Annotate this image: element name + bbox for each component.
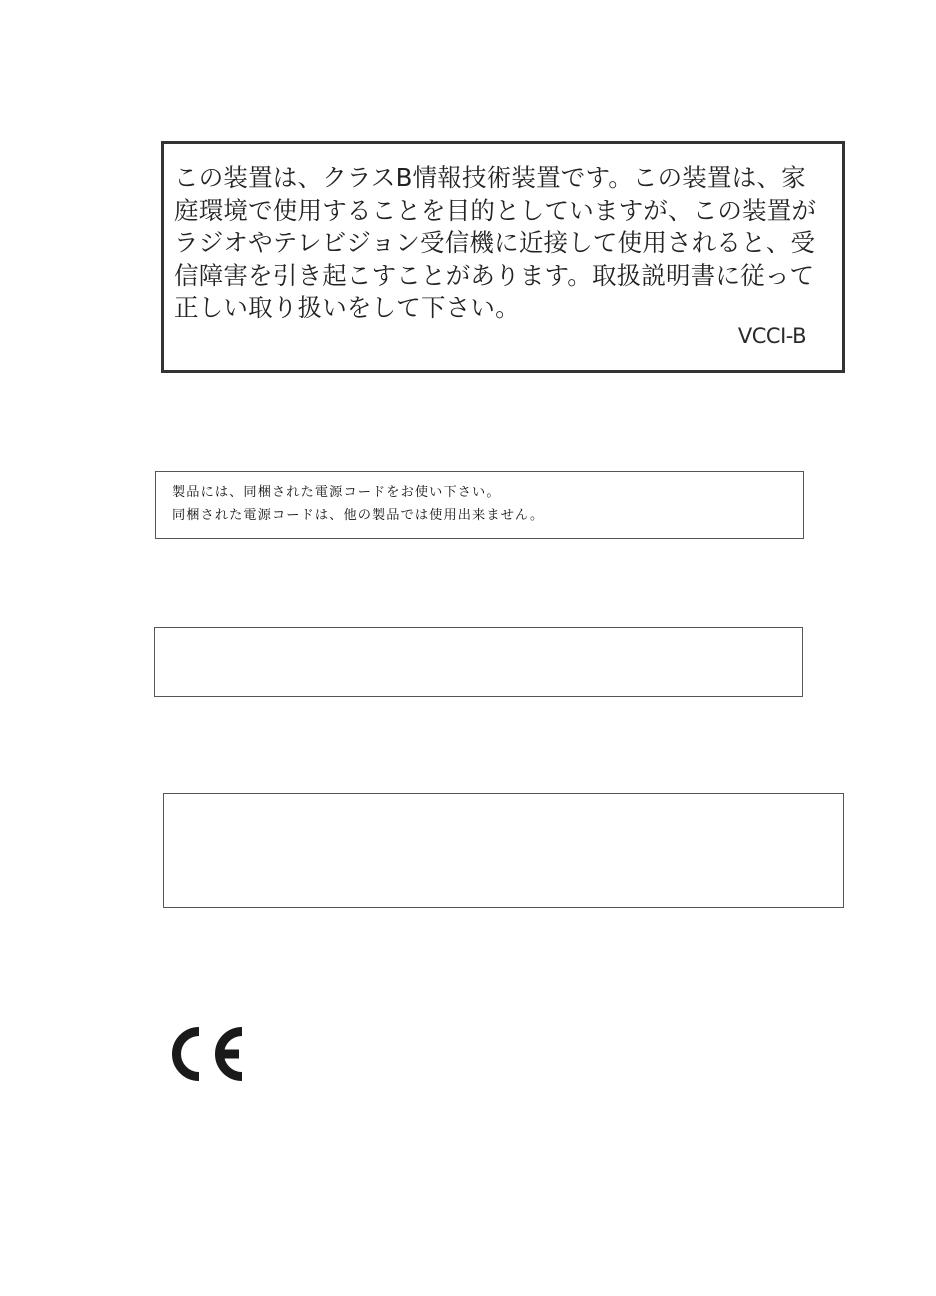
vcci-class-code: VCCI-B (737, 324, 806, 348)
vcci-notice-box (161, 141, 845, 373)
vcci-notice-line-2: 庭環境で使用することを目的としていますが、この装置が (174, 195, 817, 225)
empty-notice-box-1 (154, 627, 803, 697)
vcci-notice-text (174, 162, 824, 325)
power-cord-notice-box (155, 471, 804, 539)
vcci-notice-line-3: ラジオやテレビジョン受信機に近接して使用されると、受 (174, 228, 816, 257)
vcci-notice-line-1: この装置は、クラスB情報技術装置です。この装置は、家 (174, 163, 806, 192)
vcci-notice-line-4: 信障害を引き起こすことがあります。取扱説明書に従って (174, 260, 815, 290)
ce-mark-icon (165, 1022, 245, 1086)
power-cord-notice-text (172, 481, 544, 527)
power-cord-notice-line-2: 同梱された電源コードは、他の製品では使用出来ません。 (172, 508, 545, 523)
ce-mark-c-shape (177, 1032, 200, 1077)
power-cord-notice-line-1: 製品には、同梱された電源コードをお使い下さい。 (172, 485, 501, 500)
ce-mark-e-bar (219, 1050, 239, 1059)
vcci-notice-line-5: 正しい取り扱いをして下さい。 (174, 293, 520, 322)
empty-notice-box-2 (163, 793, 844, 908)
